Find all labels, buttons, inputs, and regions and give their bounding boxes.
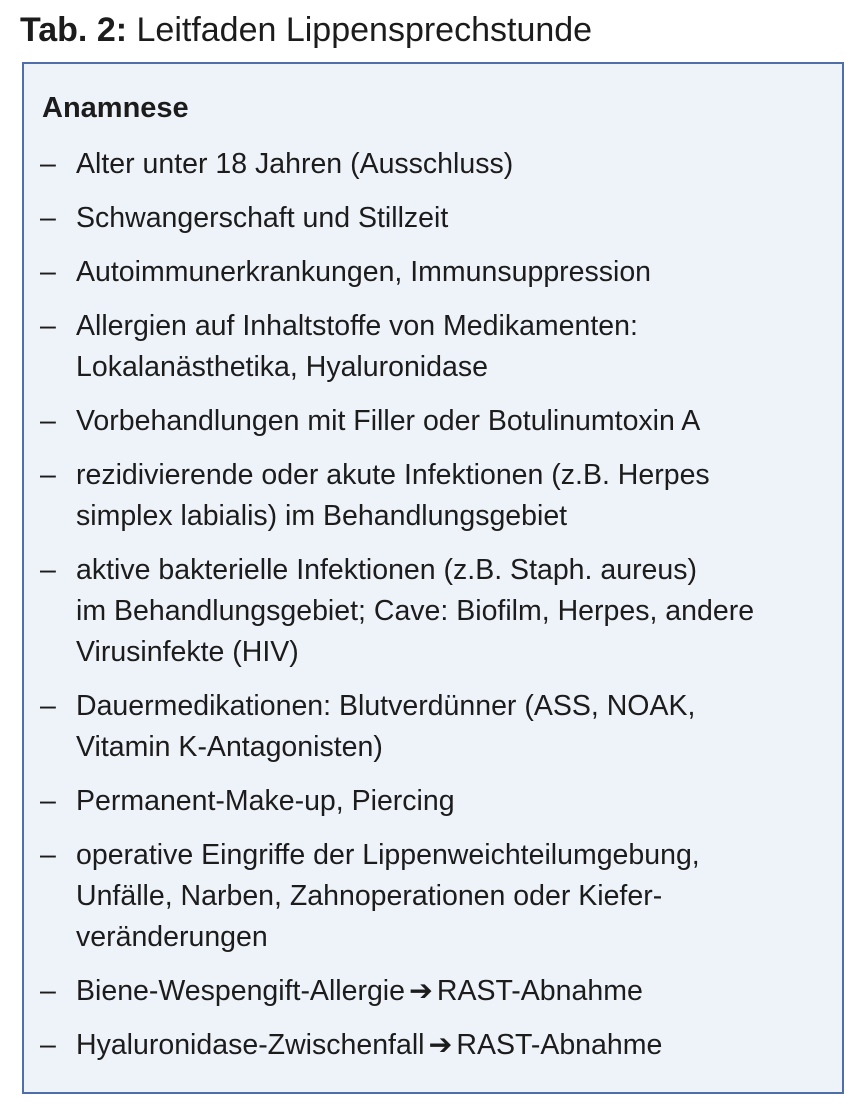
list-item <box>40 252 840 293</box>
section-title: Anamnese <box>42 92 189 124</box>
arrow-right-icon: ➔ <box>408 975 433 1007</box>
bullet-dash: – <box>40 202 56 234</box>
anamnesis-list <box>40 144 840 1079</box>
list-item-text: Vorbehandlungen mit Filler oder Botulinumtoxin A <box>76 405 701 437</box>
list-item-text: operative Eingriffe der Lippenweichteilumgebung, Unfälle, Narben, Zahnoperationen oder Kiefer- veränderungen <box>76 839 700 953</box>
table-caption <box>20 8 592 52</box>
bullet-dash: – <box>40 459 56 491</box>
list-item <box>40 144 840 185</box>
bullet-dash: – <box>40 690 56 722</box>
list-item <box>40 306 840 388</box>
table-title: Leitfaden Lippensprechstunde <box>136 11 593 49</box>
bullet-dash: – <box>40 148 56 180</box>
list-item <box>40 401 840 442</box>
list-item <box>40 550 840 673</box>
list-item-result: RAST-Abnahme <box>456 1029 663 1061</box>
bullet-dash: – <box>40 839 56 871</box>
bullet-dash: – <box>40 1029 56 1061</box>
list-item <box>40 686 840 768</box>
table-number: Tab. 2: <box>20 11 128 49</box>
list-item-text: Autoimmunerkrankungen, Immunsuppression <box>76 256 652 288</box>
list-item-text: Allergien auf Inhaltstoffe von Medikamenten: Lokalanästhetika, Hyaluronidase <box>76 310 638 383</box>
list-item <box>40 198 840 239</box>
bullet-dash: – <box>40 405 56 437</box>
bullet-dash: – <box>40 975 56 1007</box>
arrow-right-icon: ➔ <box>428 1029 453 1061</box>
list-item <box>40 455 840 537</box>
list-item-text: Hyaluronidase-Zwischenfall <box>76 1029 425 1061</box>
list-item-text: rezidivierende oder akute Infektionen (z.B. Herpes simplex labialis) im Behandlungsgebiet <box>76 459 710 532</box>
list-item-text: Permanent-Make-up, Piercing <box>76 785 455 817</box>
bullet-dash: – <box>40 554 56 586</box>
guideline-box <box>22 62 844 1094</box>
list-item <box>40 835 840 958</box>
list-item <box>40 781 840 822</box>
list-item-text: Biene-Wespengift-Allergie <box>76 975 405 1007</box>
list-item <box>40 971 840 1012</box>
list-item-text: Alter unter 18 Jahren (Ausschluss) <box>76 148 514 180</box>
list-item-text: Schwangerschaft und Stillzeit <box>76 202 449 234</box>
bullet-dash: – <box>40 310 56 342</box>
bullet-dash: – <box>40 256 56 288</box>
list-item-text: Dauermedikationen: Blutverdünner (ASS, NOAK, Vitamin K-Antagonisten) <box>76 690 696 763</box>
bullet-dash: – <box>40 785 56 817</box>
list-item-result: RAST-Abnahme <box>436 975 643 1007</box>
list-item <box>40 1025 840 1066</box>
list-item-text: aktive bakterielle Infektionen (z.B. Staph. aureus) im Behandlungsgebiet; Cave: Biofilm, Herpes, andere Virusinfekte (HIV) <box>76 554 755 668</box>
